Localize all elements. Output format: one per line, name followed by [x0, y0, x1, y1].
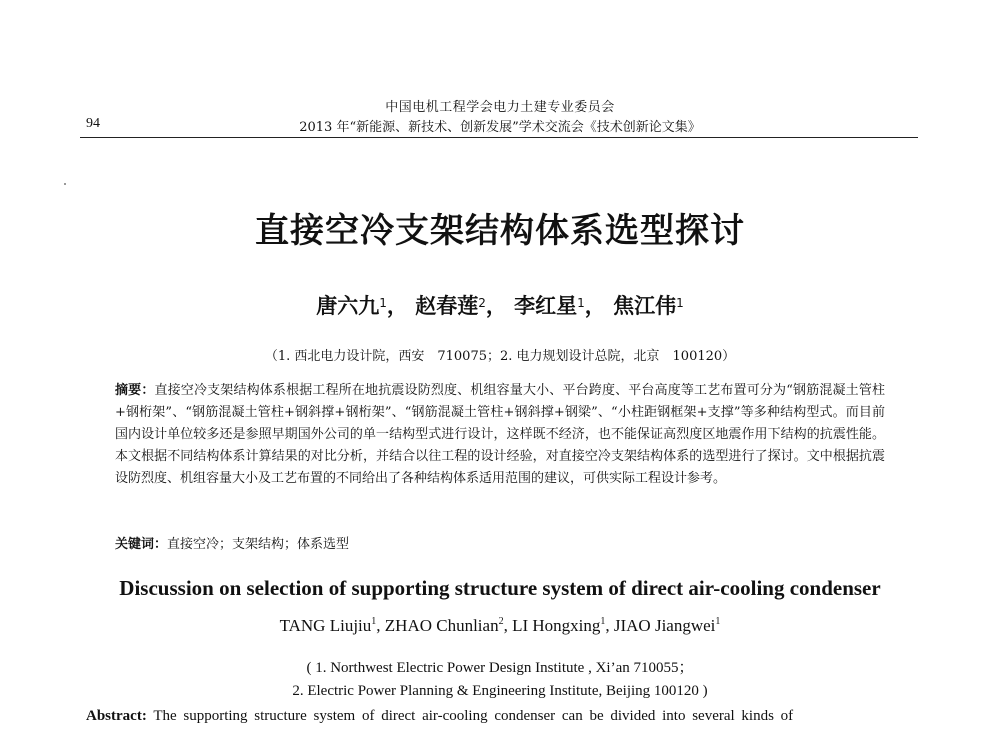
author-separator: ，: [584, 294, 606, 318]
author-en: JIAO Jiangwei: [613, 616, 716, 635]
author-separator: ，: [386, 294, 408, 318]
keywords-cn: [115, 533, 885, 552]
author-cn: 焦江伟: [613, 294, 677, 318]
abstract-en-text: The supporting structure system of direct air-cooling condenser can be divided into several kinds of: [153, 708, 794, 724]
paper-title-en: Discussion on selection of supporting structure system of direct air-cooling condenser: [119, 576, 881, 600]
author-separator: ,: [376, 616, 385, 635]
abstract-en: [86, 708, 918, 725]
author-en: ZHAO Chunlian: [384, 616, 499, 635]
author-cn: 唐六九: [316, 294, 380, 318]
author-affiliation-mark: 1: [715, 616, 721, 627]
author-affiliation-mark: 1: [379, 296, 387, 310]
author-cn: 李红星: [514, 294, 578, 318]
author-affiliation-mark: 1: [600, 616, 606, 627]
scan-speck: [64, 183, 66, 185]
paper-title-cn: 直接空冷支架结构体系选型探讨: [255, 211, 745, 251]
author-separator: ，: [485, 294, 507, 318]
header-rule: [80, 137, 918, 138]
author-separator: ,: [503, 616, 513, 635]
author-en: LI Hongxing: [512, 616, 601, 635]
author-separator: ,: [605, 616, 614, 635]
author-list-en: [0, 616, 1000, 636]
page-number: 94: [86, 116, 100, 131]
abstract-cn-text: 直接空冷支架结构体系根据工程所在地抗震设防烈度、机组容量大小、平台跨度、平台高度等工艺布置可分为“钢筋混凝土管柱+钢桁架”、“钢筋混凝土管柱+钢斜撑+钢桁架”、“钢筋混凝土管柱+钢斜撑+钢梁”、“小柱距钢框架+支撑”等多种结构型式。而目前国内设计单位较多还是参照早期国外公司的单一结构型式进行设计，这样既不经济，也不能保证高烈度区地震作用下结构的抗震性能。本文根据不同结构体系计算结果的对比分析，并结合以往工程的设计经验，对直接空冷支架结构体系的选型进行了探讨。文中根据抗震设防烈度、机组容量大小及工艺布置的不同给出了各种结构体系适用范围的建议，可供实际工程设计参考。: [115, 383, 885, 486]
affiliation-en-2: 2. Electric Power Planning & Engineering Institute, Beijing 100120 ): [292, 683, 708, 699]
affiliation-en-1: ( 1. Northwest Electric Power Design Institute , Xi’an 710055；: [306, 660, 694, 676]
abstract-cn: [115, 380, 885, 490]
keywords-cn-text: 直接空冷；支架结构；体系选型: [167, 537, 350, 552]
journal-header-line2: 2013 年“新能源、新技术、创新发展”学术交流会《技术创新论文集》: [299, 120, 701, 135]
author-affiliation-mark: 1: [676, 296, 684, 310]
affiliations-cn: （1. 西北电力设计院，西安 710075；2. 电力规划设计总院，北京 100120）: [264, 349, 736, 364]
author-affiliation-mark: 2: [498, 616, 504, 627]
author-affiliation-mark: 2: [478, 296, 486, 310]
keywords-cn-label: 关键词：: [115, 537, 168, 552]
abstract-cn-label: 摘要：: [115, 383, 155, 398]
author-cn: 赵春莲: [415, 294, 479, 318]
author-affiliation-mark: 1: [577, 296, 585, 310]
author-affiliation-mark: 1: [371, 616, 377, 627]
abstract-en-label: Abstract:: [86, 708, 147, 724]
author-list-cn: [0, 290, 1000, 320]
author-en: TANG Liujiu: [279, 616, 372, 635]
journal-header-line1: 中国电机工程学会电力土建专业委员会: [385, 100, 615, 115]
